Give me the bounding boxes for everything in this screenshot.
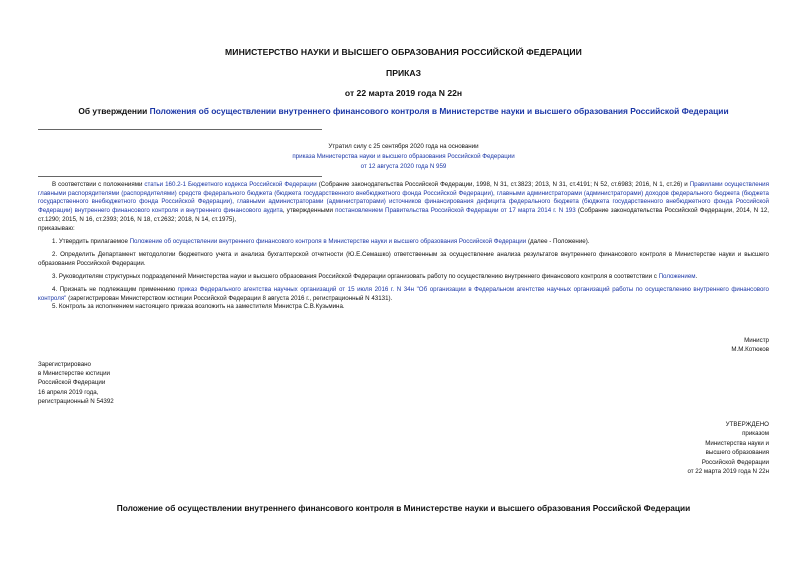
preamble-paragraph (38, 181, 769, 225)
item-3-text: 3. Руководителям структурных подразделений Министерства науки и высшего образования Российской Федерации организовать работу по осуществлению внутреннего финансового контроля в соответствии с (52, 272, 659, 280)
item-1-post: (далее - Положение). (526, 237, 590, 245)
preamble-text-4: (Собрание законодательства Российской Федерации, 2014, N 12, ст.1290; 2015, N 16, ст.2393; 2016, N 18, ст.2632; 2018, N 14, ст.1975), (38, 207, 769, 223)
registration-line-5: регистрационный N 54392 (38, 397, 114, 405)
item-4 (38, 286, 769, 303)
regulation-title: Положение об осуществлении внутреннего финансового контроля в Министерстве науки и высшего образования Российской Федерации (116, 503, 691, 513)
title-link[interactable]: Положения об осуществлении внутреннего финансового контроля в Министерстве науки и высшего образования Российской Федерации (149, 106, 729, 116)
item-5: 5. Контроль за исполнением настоящего приказа возложить на заместителя Министра С.В.Кузьмина. (52, 303, 345, 311)
item-1-link[interactable]: Положение об осуществлении внутреннего финансового контроля в Министерстве науки и высшего образования Российской Федерации (129, 237, 527, 245)
order-word: приказываю: (38, 224, 75, 232)
preamble-text-1: В соответствии с положениями (52, 181, 145, 188)
order-body (38, 181, 769, 312)
item-4-post: (зарегистрирован Министерством юстиции Российской Федерации 8 августа 2016 г., регистрационный N 43131). (66, 294, 393, 302)
ministry-heading: МИНИСТЕРСТВО НАУКИ И ВЫСШЕГО ОБРАЗОВАНИЯ РОССИЙСКОЙ ФЕДЕРАЦИИ (225, 47, 582, 57)
doc-date-number: от 22 марта 2019 года N 22н (344, 88, 463, 98)
item-3-link[interactable]: Положением (658, 272, 696, 280)
status-note-link1[interactable]: приказа Министерства науки и высшего образования Российской Федерации (292, 153, 515, 160)
registration-line-3: Российской Федерации (38, 379, 106, 387)
item-4-link[interactable]: приказ Федерального агентства научных организаций от 15 июля 2016 г. N 34н "Об организации в Федеральном агентстве научных организаций работы по осуществлению внутреннего финансового контроля" (38, 286, 769, 302)
approval-block (687, 420, 769, 476)
approval-line-4: высшего образования (705, 449, 769, 457)
status-note-line1: Утратил силу с 25 сентября 2020 года на основании (328, 143, 479, 150)
approval-line-2: приказом (742, 430, 769, 438)
title-prefix: Об утверждении (78, 106, 150, 116)
item-1 (38, 238, 769, 247)
item-2: 2. Определить Департамент методологии бюджетного учета и анализа бухгалтерской отчетности (Ю.Е.Семашко) ответственным за осуществление анализа результатов внутреннего финансового контроля в Министерстве науки и высшего образования Российской Федерации. (38, 250, 769, 267)
doc-type-heading: ПРИКАЗ (386, 68, 421, 78)
approval-line-3: Министерства науки и (705, 439, 769, 447)
divider-bottom (38, 176, 322, 177)
signature-position: Министр (744, 337, 769, 344)
preamble-text-2: (Собрание законодательства Российской Федерации, 1998, N 31, ст.3823; 2013, N 31, ст.4191; N 52, ст.6983; 2016, N 1, ст.26) и (316, 181, 690, 188)
signature-block (731, 337, 769, 354)
link-budget-code[interactable]: статьи 160.2-1 Бюджетного кодекса Российской Федерации (144, 181, 317, 188)
document-title (0, 106, 807, 116)
approval-line-6: от 22 марта 2019 года N 22н (687, 468, 769, 476)
divider-top (38, 129, 322, 130)
item-4-text: 4. Признать не подлежащим применению (52, 286, 178, 294)
registration-line-2: в Министерстве юстиции (38, 370, 111, 378)
signature-name: М.М.Котюков (731, 345, 769, 353)
link-rules[interactable]: Правилами осуществления главными распорядителями (распорядителями) средств федерального бюджета (бюджета государственного внебюджетного фонда Российской Федерации), главными администраторами (администраторами) доходов федерального бюджета (бюджета государственного внебюджетного фонда Российской Федерации), главными администраторами (администраторами) источников финансирования дефицита федерального бюджета (бюджета государственного внебюджетного фонда Российской Федерации) внутреннего финансового контроля и внутреннего финансового аудита (38, 181, 769, 215)
approval-line-1: УТВЕРЖДЕНО (725, 421, 769, 428)
registration-block (38, 360, 114, 406)
registration-line-1: Зарегистрировано (38, 361, 91, 368)
link-government-decree[interactable]: постановлением Правительства Российской Федерации от 17 марта 2014 г. N 193 (335, 207, 576, 215)
approval-line-5: Российской Федерации (701, 458, 769, 466)
status-note-link2[interactable]: от 12 августа 2020 года N 959 (360, 163, 447, 170)
preamble-text-3: , утвержденными (282, 207, 336, 215)
item-3-post: . (695, 272, 698, 280)
status-note (0, 142, 807, 172)
item-1-text: 1. Утвердить прилагаемое (52, 237, 130, 245)
item-3 (38, 273, 769, 282)
registration-line-4: 16 апреля 2019 года, (38, 388, 99, 396)
